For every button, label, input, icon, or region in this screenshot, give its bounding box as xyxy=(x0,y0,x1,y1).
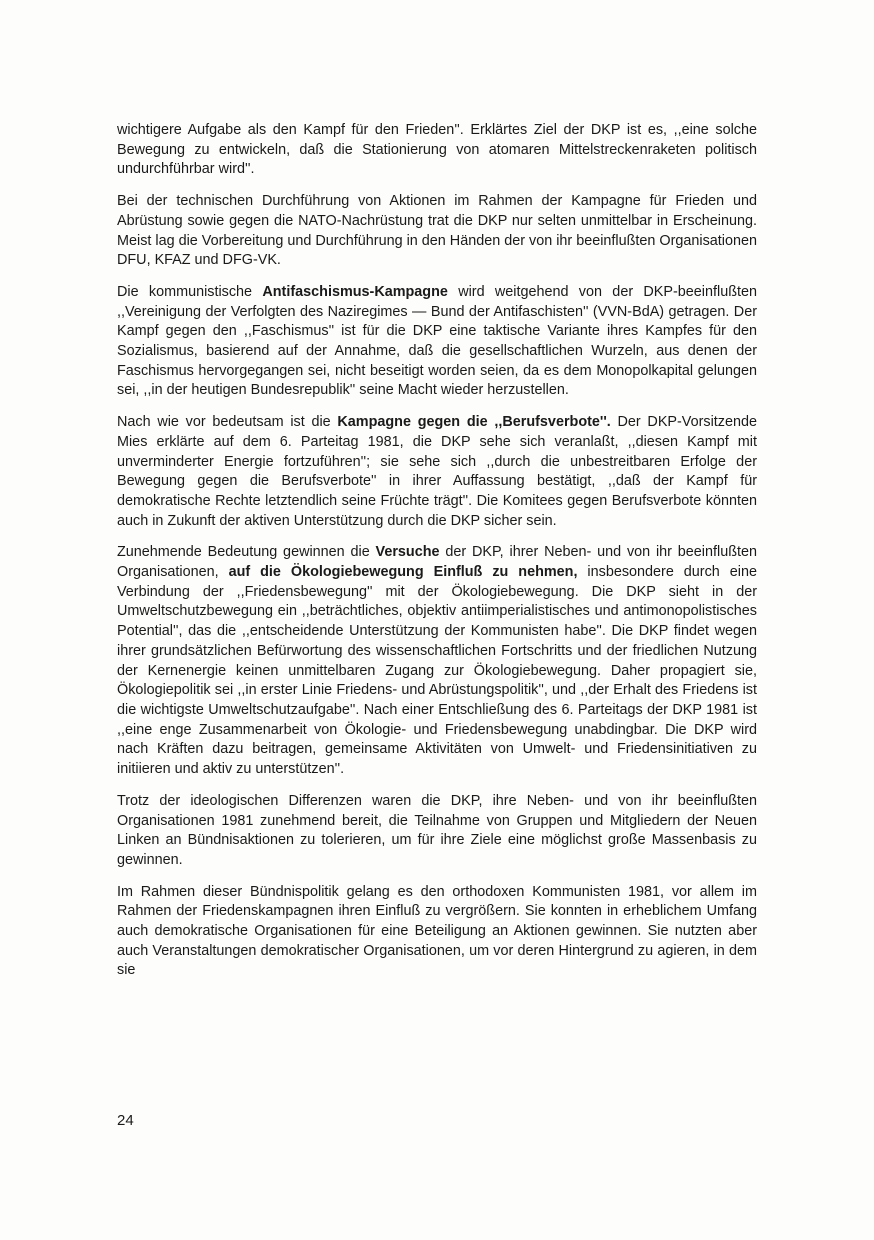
text-run: Bei der technischen Durchführung von Aktionen im Rahmen der Kampagne für Frieden und Abrüstung sowie gegen die NATO-Nachrüstung trat die DKP nur selten unmittelbar in Erscheinung. Meist lag die Vorbereitung und Durchführung in den Händen der von ihr beeinflußten Organisationen DFU, KFAZ und DFG-VK. xyxy=(117,193,757,269)
bold-term: Kampagne gegen die ,,Berufsverbote''. xyxy=(337,414,611,431)
bold-term: auf die Ökologiebewegung Einfluß zu nehmen, xyxy=(228,564,578,581)
text-run: Trotz der ideologischen Differenzen waren die DKP, ihre Neben- und von ihr beeinflußten Organisationen 1981 zunehmend bereit, die Teilnahme von Gruppen und Mitgliedern der Neuen Linken an Bündnisaktionen zu tolerieren, um für ihre Ziele eine möglichst große Massenbasis zu gewinnen. xyxy=(117,792,757,868)
paragraph xyxy=(117,413,757,531)
text-run: der DKP, ihrer Neben- und von ihr beeinflußten Organisationen, xyxy=(117,544,757,581)
text-column xyxy=(117,121,757,993)
text-run: Zunehmende Bedeutung gewinnen die xyxy=(117,544,376,561)
text-run: wird weitgehend von der DKP-beeinflußten ,,Vereinigung der Verfolgten des Naziregimes — Bund der Antifaschisten'' (VVN-BdA) getragen. Der Kampf gegen den ,,Faschismus'' ist für die DKP eine taktische Variante ihres Kampfes für den Sozialismus, basierend auf der Annahme, daß die gesellschaftlichen Wurzeln, aus denen der Faschismus hervorgegangen sei, nicht beseitigt worden seien, da es dem Monopolkapital gelungen sei, ,,in der heutigen Bundesrepublik'' seine Macht wieder herzustellen. xyxy=(117,283,757,399)
bold-term: Antifaschismus-Kampagne xyxy=(262,283,448,300)
bold-term: Versuche xyxy=(375,544,440,561)
paragraph xyxy=(117,883,757,982)
paragraph xyxy=(117,283,757,401)
paragraph xyxy=(117,543,757,779)
text-run: Die kommunistische xyxy=(117,283,263,300)
text-run: Im Rahmen dieser Bündnispolitik gelang es den orthodoxen Kommunisten 1981, vor allem im Rahmen der Friedenskampagnen ihren Einfluß zu vergrößern. Sie konnten in erheblichem Umfang auch demokratische Organisationen für eine Beteiligung an Aktionen gewinnen. Sie nutzten aber auch Veranstaltungen demokratischer Organisationen, um vor deren Hintergrund zu agieren, in dem sie xyxy=(117,883,757,979)
text-run: insbesondere durch eine Verbindung der ,,Friedensbewegung'' mit der Ökologiebewegung. Die DKP sieht in der Umweltschutzbewegung ein ,,beträchtliches, objektiv antiimperialistisches und antimonopolistisches Potential'', das die ,,entscheidende Unterstützung der Kommunisten habe''. Die DKP findet wegen ihrer grundsätzlichen Befürwortung des wissenschaftlichen Fortschritts und der friedlichen Nutzung der Kernenergie keinen unmittelbaren Zugang zur Ökologiebewegung. Daher propagiert sie, Ökologiepolitik sei ,,in erster Linie Friedens- und Abrüstungspolitik'', und ,,der Erhalt des Friedens ist die wichtigste Umweltschutzaufgabe''. Nach einer Entschließung des 6. Parteitags der DKP 1981 ist ,,eine enge Zusammenarbeit von Ökologie- und Friedensbewegung unabdingbar. Die DKP wird nach Kräften dazu beitragen, gemeinsame Aktivitäten von Umwelt- und Friedensinitiativen zu initiieren und aktiv zu unterstützen''. xyxy=(117,564,757,778)
page-number: 24 xyxy=(117,1112,134,1129)
text-run: Nach wie vor bedeutsam ist die xyxy=(117,414,338,431)
text-run: wichtigere Aufgabe als den Kampf für den Frieden''. Erklärtes Ziel der DKP ist es, ,,eine solche Bewegung zu entwickeln, daß die Stationierung von atomaren Mittelstreckenraketen politisch undurchführbar wird''. xyxy=(117,122,757,178)
paragraph xyxy=(117,121,757,180)
paragraph xyxy=(117,192,757,271)
paragraph xyxy=(117,792,757,871)
text-run: Der DKP-Vorsitzende Mies erklärte auf dem 6. Parteitag 1981, die DKP sehe sich veranlaßt, ,,diesen Kampf mit unverminderter Energie fortzuführen''; sie sehe sich ,,durch die unbestreitbaren Erfolge der Bewegung gegen die Berufsverbote'' in ihrer Auffassung bestätigt, ,,daß der Kampf für demokratische Rechte letztendlich seine Früchte trägt''. Die Komitees gegen Berufsverbote könnten auch in Zukunft der aktiven Unterstützung durch die DKP sicher sein. xyxy=(117,414,758,529)
